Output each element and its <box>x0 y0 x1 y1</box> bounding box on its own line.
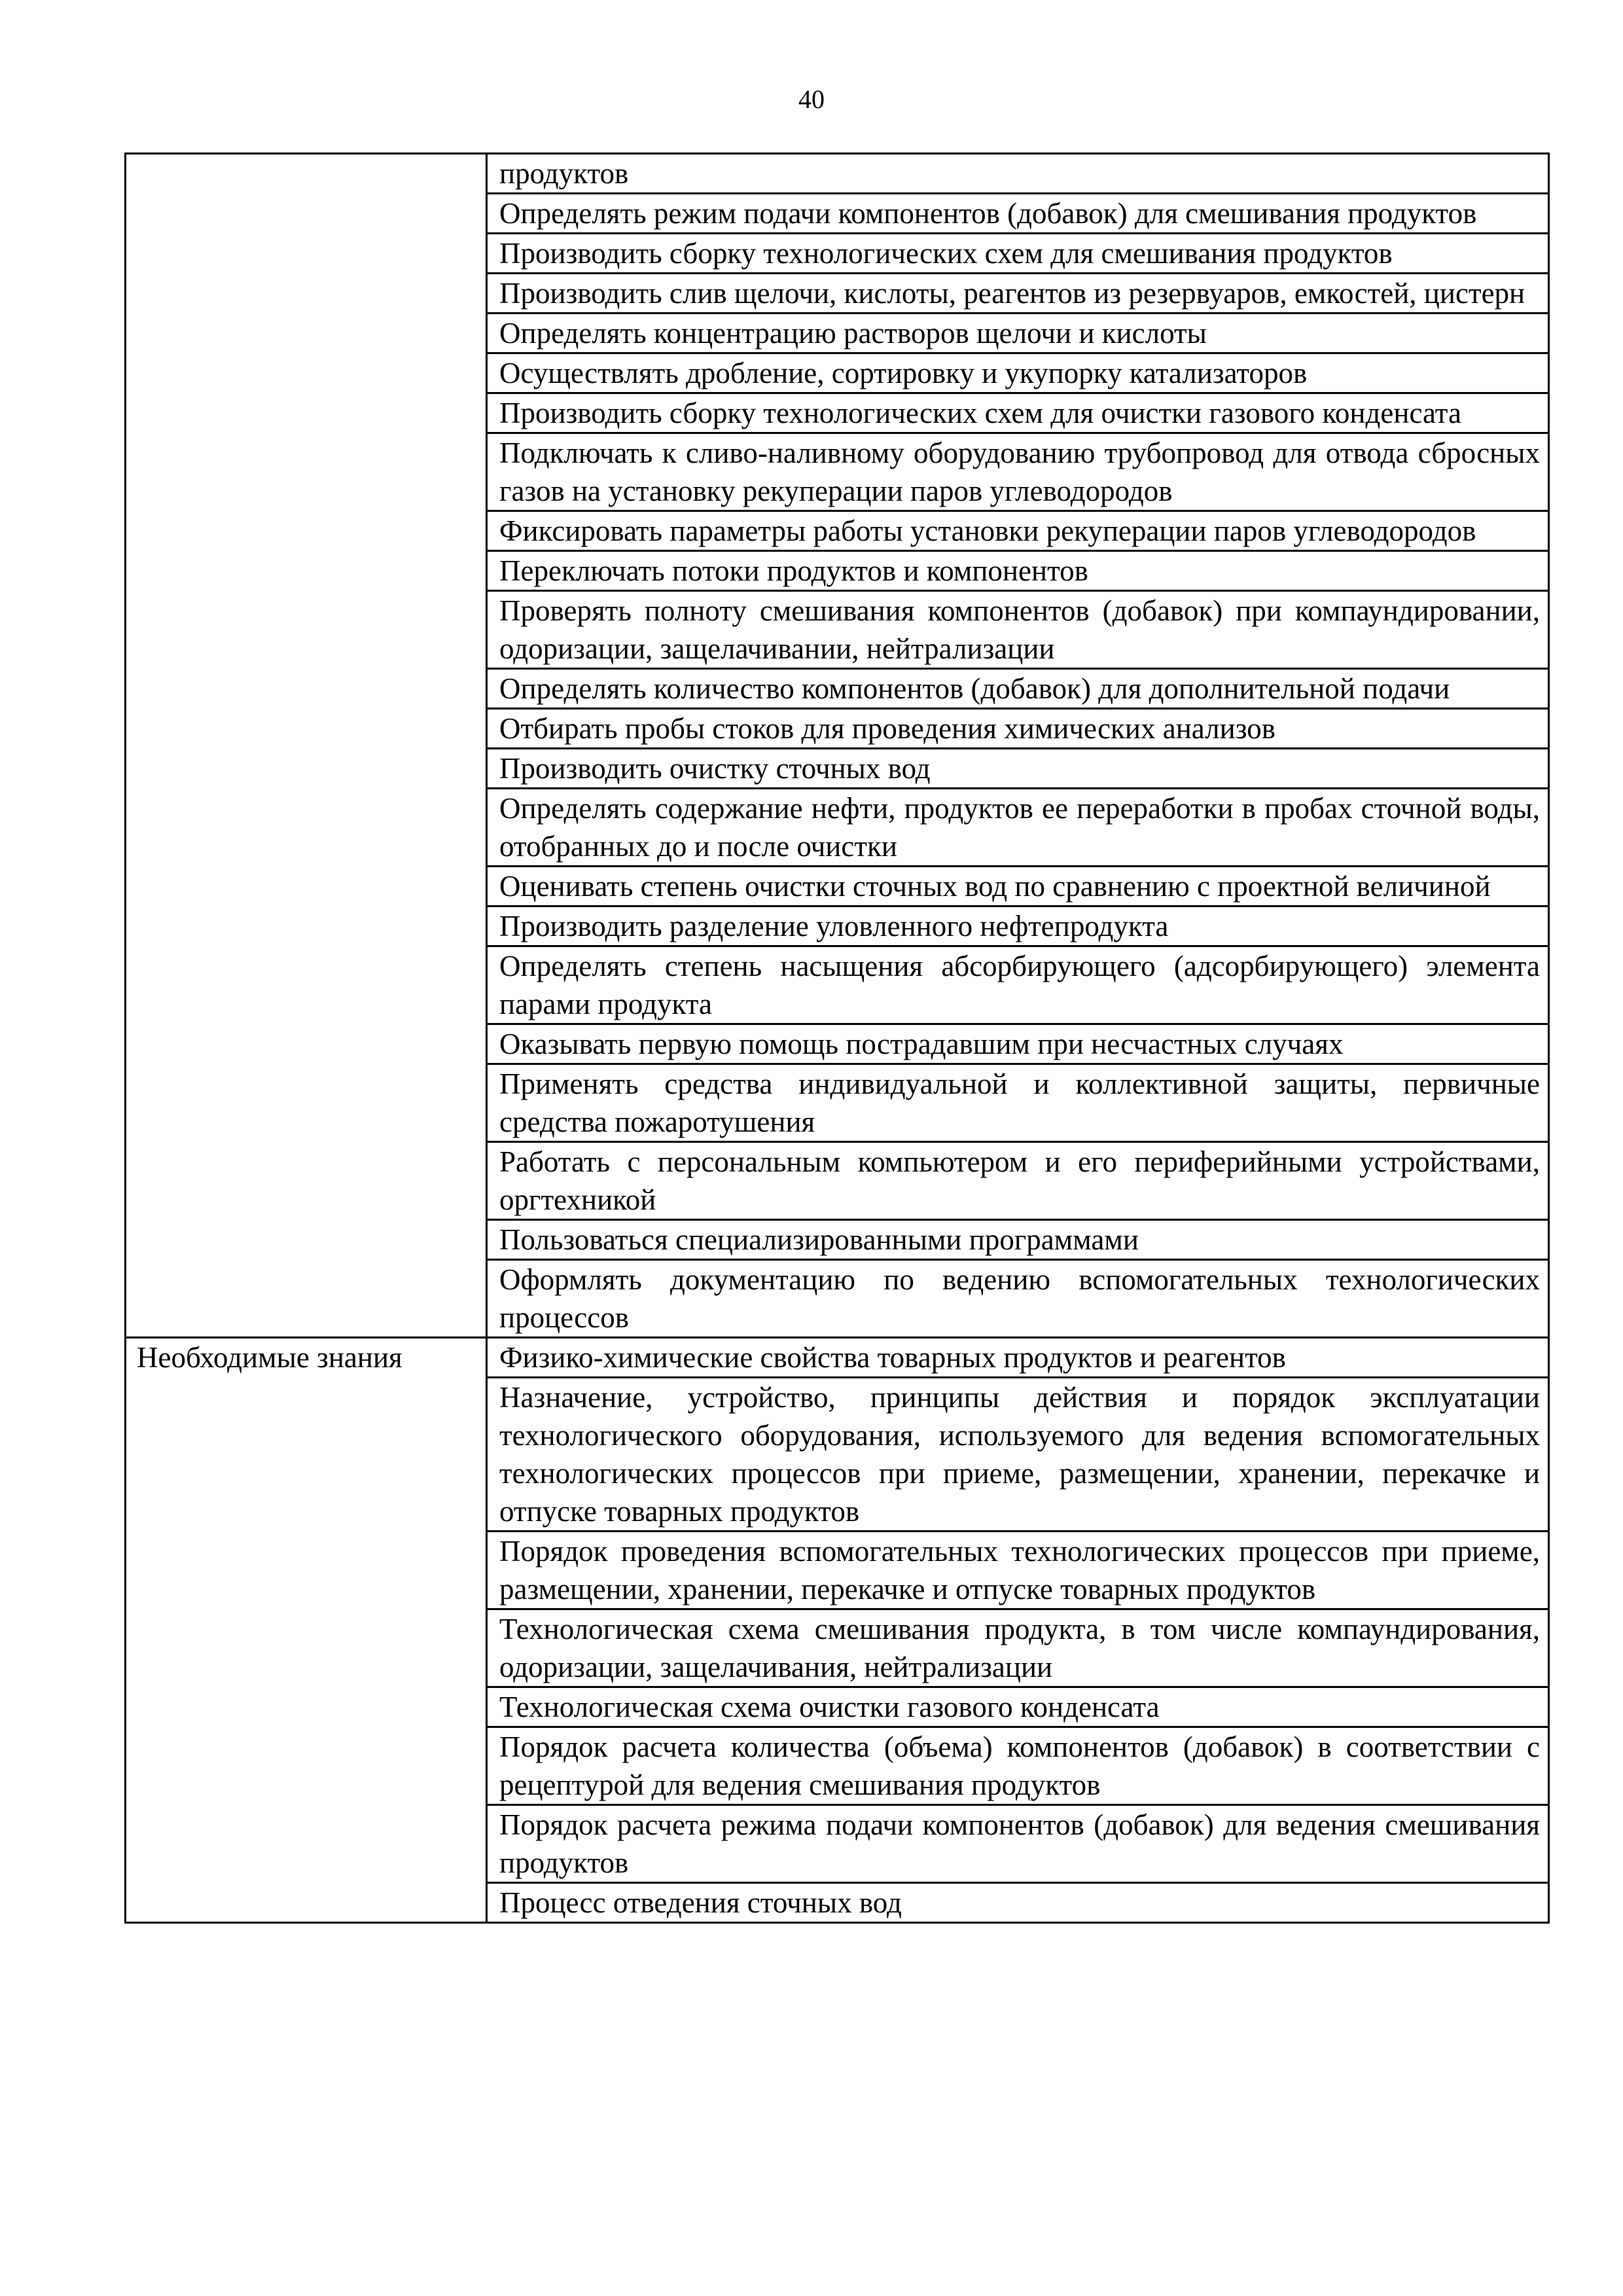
table-row <box>126 154 1549 194</box>
requirement-item: Технологическая схема смешивания продукта, в том числе компаундирования, одоризации, защелачивания, нейтрализации <box>487 1609 1549 1687</box>
requirement-item: Технологическая схема очистки газового конденсата <box>487 1687 1549 1727</box>
section-label-cell <box>126 154 487 1338</box>
requirement-item: Порядок проведения вспомогательных технологических процессов при приеме, размещении, хранении, перекачке и отпуске товарных продуктов <box>487 1532 1549 1609</box>
requirement-item: Процесс отведения сточных вод <box>487 1883 1549 1923</box>
requirements-table <box>124 152 1550 1924</box>
table-row <box>126 1338 1549 1378</box>
requirement-item: Оценивать степень очистки сточных вод по сравнению с проектной величиной <box>487 867 1549 906</box>
page-number: 40 <box>798 84 825 114</box>
requirement-item: Определять степень насыщения абсорбирующего (адсорбирующего) элемента парами продукта <box>487 946 1549 1024</box>
requirement-item: Порядок расчета режима подачи компонентов (добавок) для ведения смешивания продуктов <box>487 1805 1549 1883</box>
requirement-item: Фиксировать параметры работы установки рекуперации паров углеводородов <box>487 511 1549 551</box>
requirement-item: Производить слив щелочи, кислоты, реагентов из резервуаров, емкостей, цистерн <box>487 274 1549 314</box>
requirement-item: Применять средства индивидуальной и коллективной защиты, первичные средства пожаротушения <box>487 1064 1549 1142</box>
requirement-item: Производить разделение уловленного нефтепродукта <box>487 906 1549 946</box>
requirement-item: Отбирать пробы стоков для проведения химических анализов <box>487 709 1549 749</box>
requirement-item: Оказывать первую помощь пострадавшим при несчастных случаях <box>487 1024 1549 1064</box>
requirement-item: Определять содержание нефти, продуктов ее переработки в пробах сточной воды, отобранных до и после очистки <box>487 789 1549 867</box>
requirement-item: Пользоваться специализированными программами <box>487 1220 1549 1260</box>
requirement-item: Определять режим подачи компонентов (добавок) для смешивания продуктов <box>487 194 1549 234</box>
requirement-item: Производить очистку сточных вод <box>487 749 1549 789</box>
requirement-item: Проверять полноту смешивания компонентов (добавок) при компаундировании, одоризации, защелачивании, нейтрализации <box>487 591 1549 669</box>
requirement-item: Физико-химические свойства товарных продуктов и реагентов <box>487 1338 1549 1378</box>
requirement-item: Подключать к сливо-наливному оборудованию трубопровод для отвода сбросных газов на установку рекуперации паров углеводородов <box>487 433 1549 511</box>
requirement-item: продуктов <box>487 154 1549 194</box>
section-label-cell: Необходимые знания <box>126 1338 487 1923</box>
requirement-item: Порядок расчета количества (объема) компонентов (добавок) в соответствии с рецептурой для ведения смешивания продуктов <box>487 1727 1549 1805</box>
table-body <box>126 154 1549 1923</box>
requirement-item: Переключать потоки продуктов и компонентов <box>487 551 1549 591</box>
requirement-item: Оформлять документацию по ведению вспомогательных технологических процессов <box>487 1260 1549 1338</box>
requirement-item: Осуществлять дробление, сортировку и укупорку катализаторов <box>487 353 1549 393</box>
requirement-item: Определять количество компонентов (добавок) для дополнительной подачи <box>487 669 1549 709</box>
requirement-item: Производить сборку технологических схем для очистки газового конденсата <box>487 393 1549 433</box>
requirement-item: Определять концентрацию растворов щелочи и кислоты <box>487 314 1549 353</box>
requirement-item: Производить сборку технологических схем для смешивания продуктов <box>487 234 1549 274</box>
requirement-item: Назначение, устройство, принципы действия и порядок эксплуатации технологического оборудования, используемого для ведения вспомогательных технологических процессов при приеме, размещении, хранении, перекачке и отпуске товарных продуктов <box>487 1378 1549 1532</box>
requirement-item: Работать с персональным компьютером и его периферийными устройствами, оргтехникой <box>487 1142 1549 1220</box>
